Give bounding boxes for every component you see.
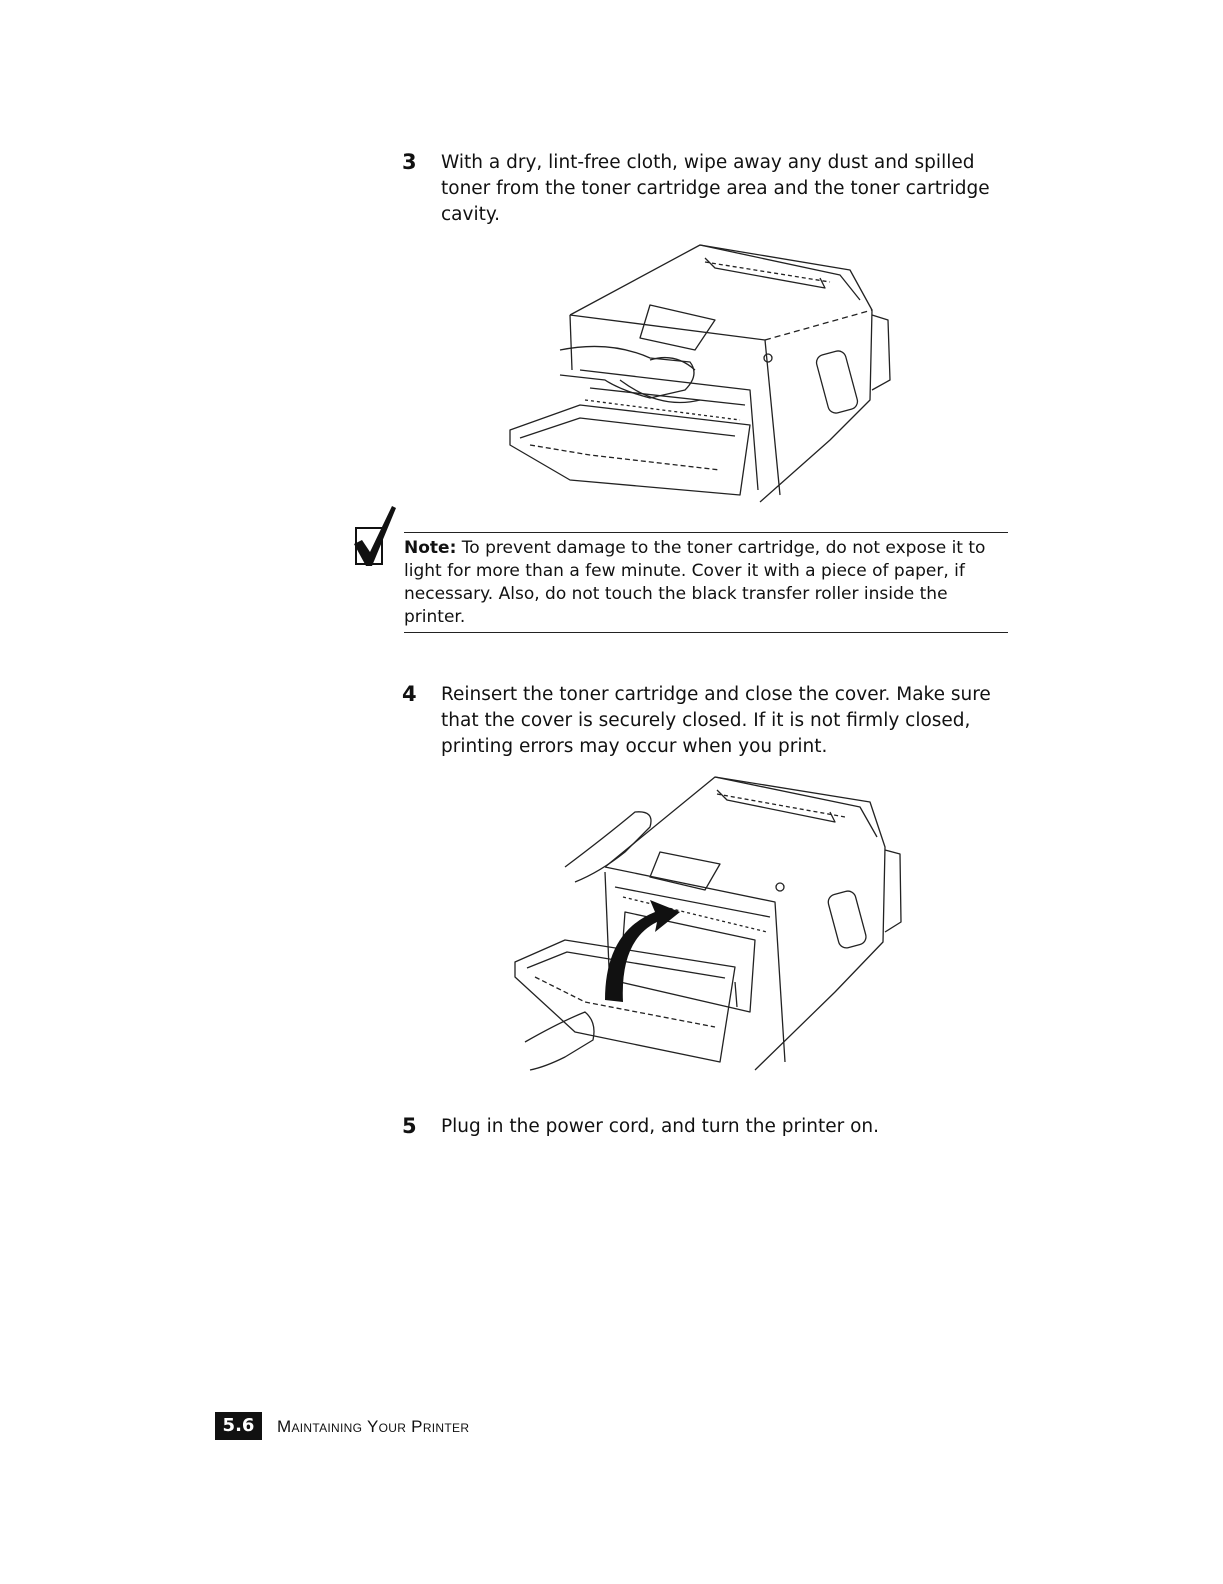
step-number: 4 <box>402 682 417 706</box>
checkmark-note-icon <box>352 500 402 572</box>
step-number: 5 <box>402 1114 417 1138</box>
note-label: Note: <box>404 538 457 558</box>
step-text: With a dry, lint-free cloth, wipe away any dust and spilled toner from the toner cartridge area and the toner cartridge cavity. <box>441 152 990 225</box>
note-bottom-rule <box>404 632 1008 633</box>
step-text: Plug in the power cord, and turn the printer on. <box>441 1116 880 1137</box>
printer-close-cover-illustration <box>505 772 905 1072</box>
note-body: To prevent damage to the toner cartridge, do not expose it to light for more than a few minute. Cover it with a piece of paper, if necessary. Also, do not touch the black transfer roller inside the printer. <box>404 538 986 627</box>
chapter-title: Maintaining Your Printer <box>277 1417 470 1436</box>
step-number: 3 <box>402 150 417 174</box>
step-text: Reinsert the toner cartridge and close the cover. Make sure that the cover is securely closed. If it is not firmly closed, printing errors may occur when you print. <box>441 684 991 757</box>
section-badge: 5.6 <box>215 1412 262 1440</box>
note-top-rule <box>404 532 1008 533</box>
printer-wipe-illustration <box>500 240 900 505</box>
note-text <box>404 537 1008 629</box>
